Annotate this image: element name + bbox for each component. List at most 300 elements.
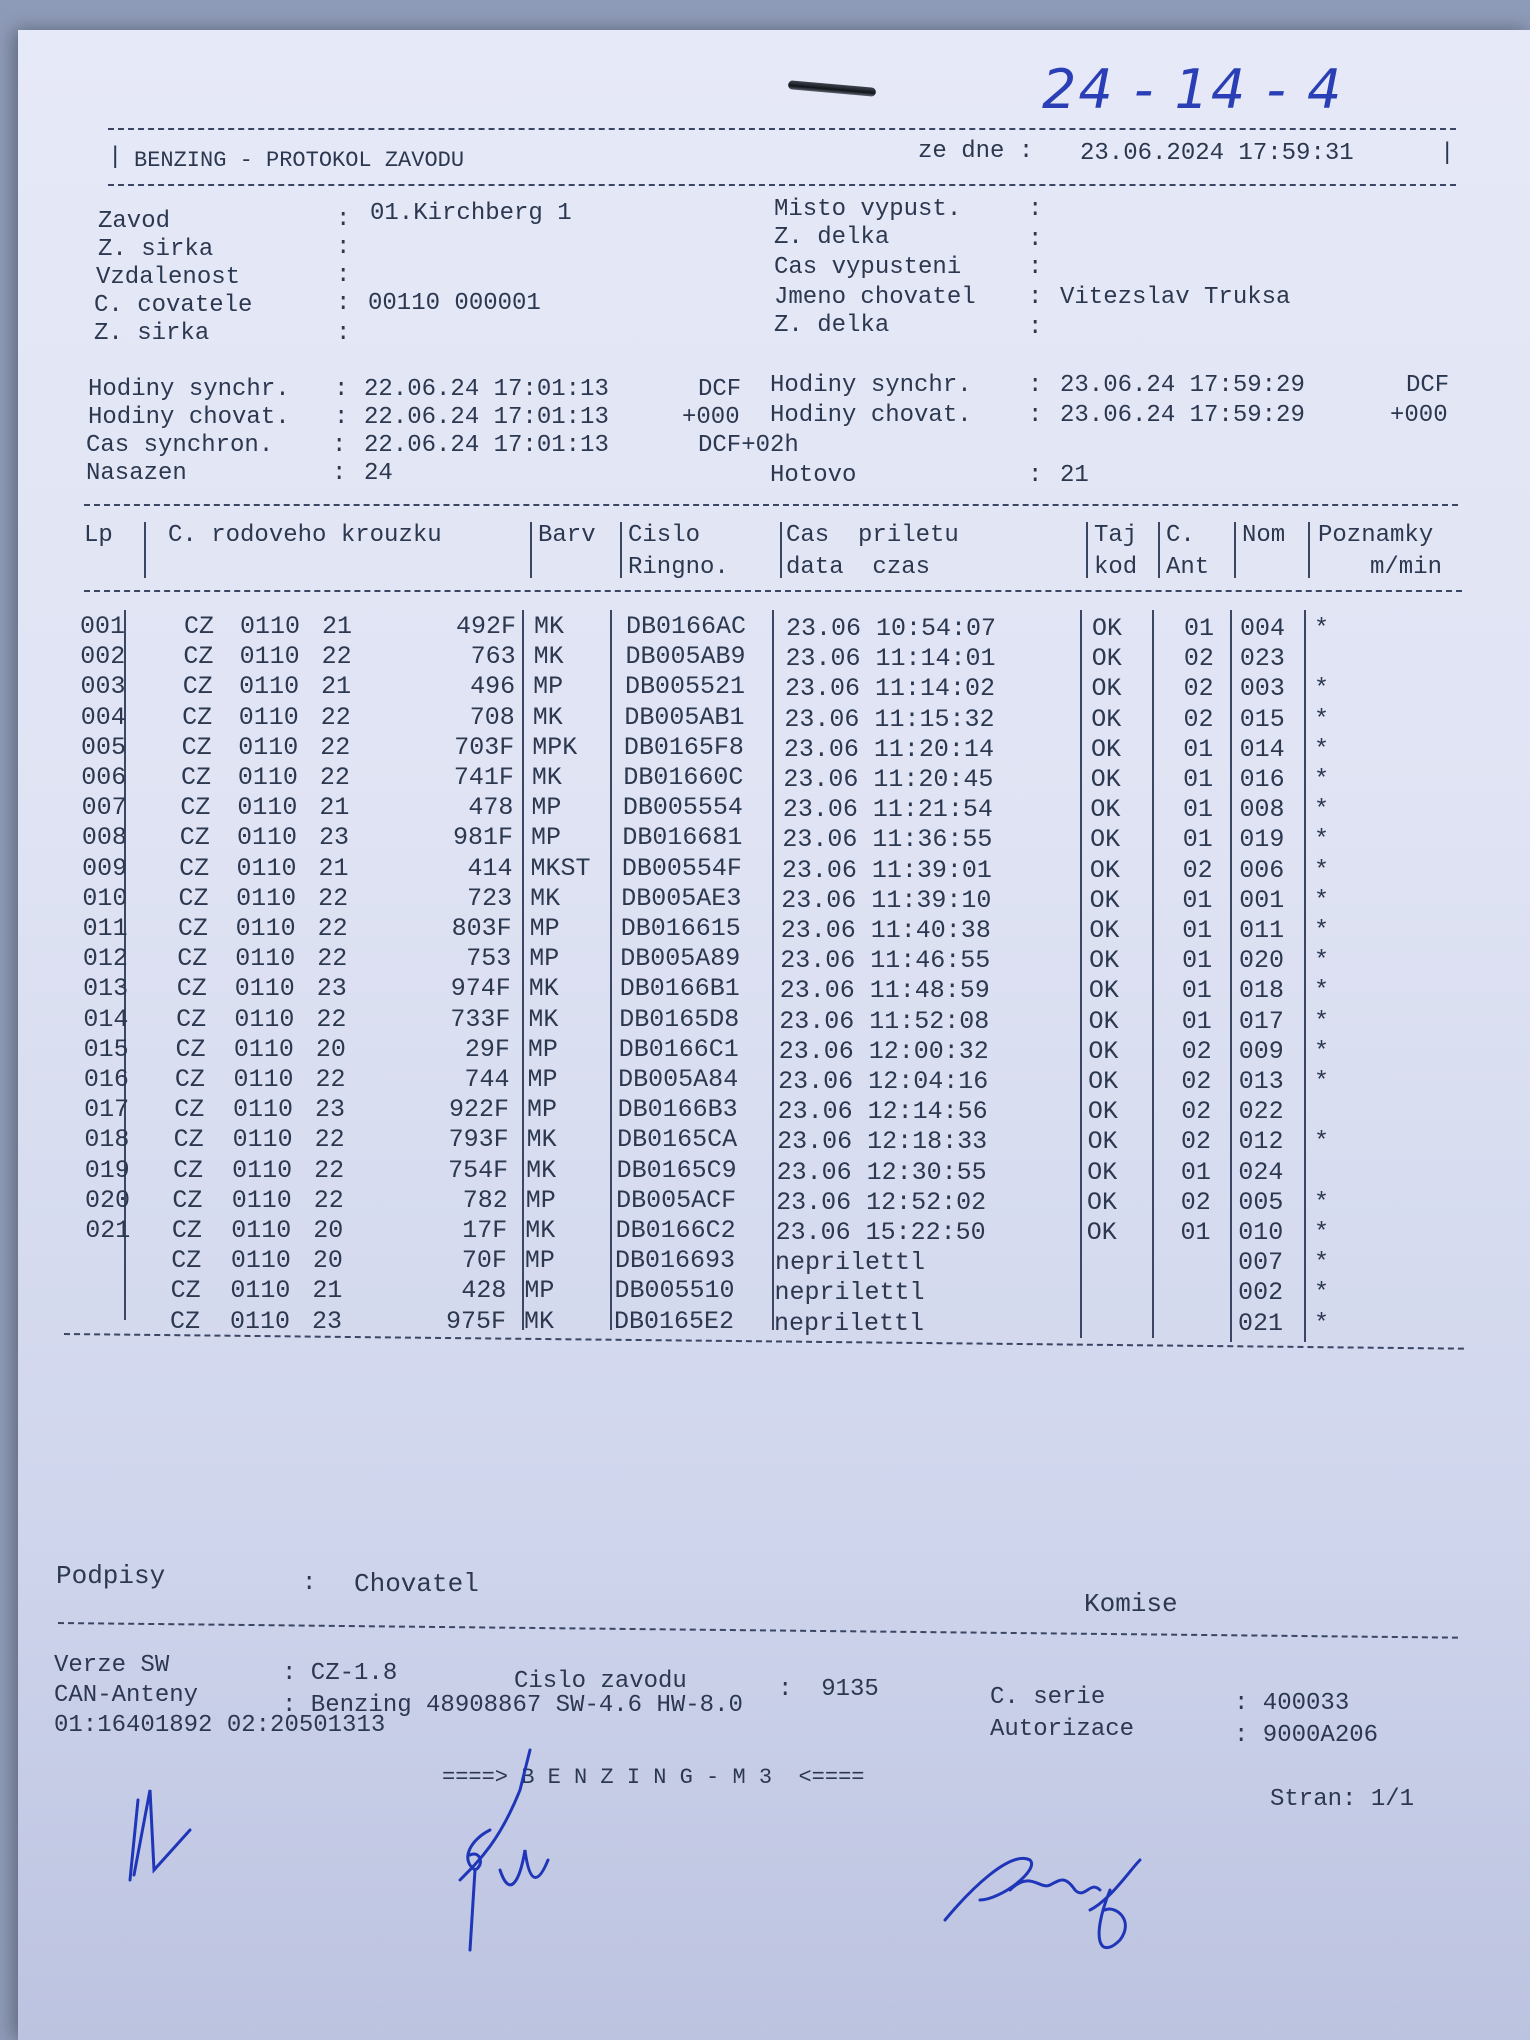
country-cell: CZ [174,1095,205,1125]
auth-label: Autorizace [990,1716,1135,1743]
nom-cell: 009 [1238,1036,1284,1066]
year-cell: 21 [312,1276,343,1306]
ringno-cell: DB005A89 [620,944,741,974]
done-label: Hotovo [770,462,857,489]
remarks-cell: * [1314,885,1330,915]
remarks-cell: * [1314,674,1330,704]
lp-cell: 017 [84,1095,130,1125]
antenna-cell: 02 [1182,855,1213,885]
sw-label: Verze SW [54,1652,170,1679]
color-cell: MK [524,1306,555,1336]
color-cell: MPK [532,732,578,762]
ring-number-cell: 974F [450,974,511,1004]
lp-cell: 020 [84,1185,130,1215]
year-cell: 22 [314,1155,345,1185]
club-cell: 0110 [232,1155,293,1185]
col-ring: C. rodoveho krouzku [168,522,442,549]
color-cell: MP [527,1034,558,1064]
ring-number-cell: 981F [452,823,513,853]
ring-number-cell: 29F [464,1034,510,1064]
clock-label: Hodiny synchr. [88,376,290,403]
lat-label-2: Z. sirka [94,320,210,347]
country-cell: CZ [170,1276,201,1306]
color-cell: MP [531,793,562,823]
header-pipe-left: | [108,144,123,171]
nom-cell: 019 [1239,825,1285,855]
arrival-time-cell: 23.06 11:20:14 [783,734,994,764]
club-cell: 0110 [239,672,300,702]
club-cell: 0110 [231,1185,292,1215]
ringno-cell: DB0166C2 [615,1216,736,1245]
lp-cell: 001 [80,612,126,641]
lp-cell: 005 [81,732,127,762]
secret-code-cell: OK [1086,1218,1117,1247]
clock-label: Cas synchron. [86,432,274,459]
remarks-cell: * [1314,1127,1330,1157]
secret-code-cell: OK [1089,885,1120,915]
remarks-cell: * [1314,704,1330,734]
color-cell: MK [530,883,561,913]
remarks-cell: * [1314,855,1330,885]
antenna-cell: 01 [1182,825,1213,855]
clock-suffix: +000 [1390,402,1448,429]
clock-value: 23.06.24 17:59:29 [1060,372,1305,399]
breeder-no-label: C. covatele [94,292,253,319]
antenna-cell: 02 [1183,674,1214,704]
country-cell: CZ [173,1155,204,1185]
color-cell: MP [527,1065,558,1094]
nom-cell: 012 [1238,1127,1284,1157]
country-cell: CZ [179,853,210,883]
year-cell: 23 [318,823,349,853]
nom-cell: 006 [1239,855,1285,885]
year-cell: 22 [313,1185,344,1215]
ring-number-cell: 723 [467,883,513,913]
remarks-cell: * [1314,765,1330,794]
handwritten-code: 24 - 14 - 4 [1042,58,1344,121]
color-cell: MP [533,672,564,702]
ringno-cell: DB00554F [621,853,742,883]
header-pipe-right: | [1440,140,1455,167]
ring-number-cell: 782 [462,1185,508,1215]
year-cell: 22 [320,732,351,762]
lp-cell: 008 [81,823,127,853]
ringno-cell: DB005A84 [618,1065,739,1094]
club-cell: 0110 [233,1095,294,1125]
nom-cell: 022 [1238,1097,1284,1127]
clock-value: 23.06.24 17:59:29 [1060,402,1305,429]
country-cell: CZ [182,672,213,702]
nom-cell: 013 [1238,1067,1284,1096]
separator [84,504,1458,506]
ringno-cell: DB0165F8 [623,732,744,762]
lp-cell: 012 [82,944,128,974]
remarks-cell: * [1314,946,1330,976]
country-cell: CZ [170,1306,201,1336]
secret-code-cell: OK [1087,1097,1118,1127]
arrival-time-cell: 23.06 11:40:38 [780,916,991,945]
lon-label-2: Z. delka [774,312,890,339]
arrival-time-cell: 23.06 11:14:01 [785,644,996,674]
year-cell: 21 [318,853,349,883]
arrival-time-cell: 23.06 12:14:56 [777,1097,988,1127]
club-cell: 0110 [236,853,297,883]
color-cell: MP [524,1276,555,1306]
ringno-cell: DB005ACF [616,1185,737,1215]
ringno-cell: DB0166C1 [618,1034,739,1064]
year-cell: 22 [314,1125,345,1155]
secret-code-cell: OK [1091,674,1122,704]
clock-value: 22.06.24 17:01:13 [364,432,609,459]
ring-number-cell: 754F [448,1155,509,1185]
distance-label: Vzdalenost [96,264,241,291]
country-cell: CZ [180,793,211,823]
arrival-time-cell: 23.06 11:52:08 [779,1006,990,1036]
country-cell: CZ [171,1216,202,1245]
arrival-time-cell: 23.06 11:39:01 [781,855,992,885]
lp-cell: 004 [80,702,126,732]
lp-cell: 011 [82,914,128,943]
antenna-cell: 01 [1183,734,1214,764]
lp-cell: 015 [83,1034,129,1064]
page-number: Stran: 1/1 [1270,1786,1415,1813]
breeder-signature [430,1730,560,1960]
club-cell: 0110 [235,944,296,974]
entered-label: Nasazen [86,460,187,487]
arrival-time-cell: 23.06 11:46:55 [780,946,991,976]
country-cell: CZ [181,732,212,762]
year-cell: 23 [312,1306,343,1336]
antenna-cell: 01 [1182,916,1213,945]
year-cell: 23 [315,1095,346,1125]
country-cell: CZ [183,642,214,672]
ringno-cell: DB005AB9 [625,642,746,672]
clock-value: 22.06.24 17:01:13 [364,404,609,431]
color-cell: MK [526,1155,557,1185]
country-cell: CZ [174,1065,205,1094]
antenna-ids: 01:16401892 02:20501313 [54,1712,386,1739]
ring-number-cell: 492F [455,612,516,641]
ringno-cell: DB0165C9 [616,1155,737,1185]
col-ringno-2: Ringno. [628,554,729,581]
lp-cell: 021 [85,1216,131,1245]
clock-suffix: DCF [1406,372,1450,399]
col-taj-2: kod [1094,554,1138,581]
secret-code-cell: OK [1088,1067,1119,1096]
club-cell: 0110 [230,1246,291,1276]
club-cell: 0110 [232,1125,293,1155]
remarks-cell: * [1314,614,1330,643]
lp-cell: 019 [84,1155,130,1185]
nom-cell: 005 [1238,1187,1284,1217]
antenna-cell: 02 [1181,1067,1212,1096]
nom-cell: 014 [1239,734,1285,764]
antenna-cell: 02 [1183,644,1214,674]
ring-number-cell: 803F [451,914,512,943]
remarks-cell: * [1314,1278,1330,1308]
country-cell: CZ [176,974,207,1004]
country-cell: CZ [184,612,215,641]
ring-number-cell: 703F [454,732,515,762]
serial-value: : 400033 [1234,1690,1350,1717]
ringno-cell: DB005AE3 [621,883,742,913]
arrival-time-cell: 23.06 12:52:02 [776,1187,987,1217]
remarks-cell: * [1314,734,1330,764]
country-cell: CZ [176,1004,207,1034]
ring-number-cell: 478 [468,793,514,823]
nom-cell: 017 [1238,1006,1284,1036]
color-cell: MK [525,1216,556,1245]
club-cell: 0110 [237,763,298,792]
arrival-time-cell: 23.06 11:48:59 [779,976,990,1006]
secret-code-cell: OK [1089,855,1120,885]
year-cell: 21 [322,612,353,641]
ring-number-cell: 975F [445,1306,506,1336]
arrival-time-cell: 23.06 11:15:32 [784,704,995,734]
club-cell: 0110 [236,883,297,913]
color-cell: MP [524,1246,555,1276]
commission-signature [940,1830,1150,1960]
antenna-cell: 02 [1181,1127,1212,1157]
lp-cell: 009 [82,853,128,883]
ringno-cell: DB0165CA [617,1125,738,1155]
breeder-number: 00110 000001 [368,290,541,317]
signatures-label: Podpisy [56,1561,166,1591]
ringno-cell: DB005554 [622,793,743,823]
separator [108,184,1456,186]
nom-cell: 011 [1239,916,1285,945]
ringno-cell: DB005521 [624,672,745,702]
club-cell: 0110 [231,1216,292,1245]
race-number: : 9135 [778,1676,879,1703]
arrival-time-cell: 23.06 11:20:45 [783,765,994,794]
arrival-time-cell: 23.06 12:04:16 [778,1067,989,1096]
lp-cell: 002 [80,642,126,672]
auth-value: : 9000A206 [1234,1722,1379,1749]
race-number-label: Cislo zavodu [514,1668,687,1695]
signature-mark-left [110,1780,210,1890]
color-cell: MK [534,612,565,641]
country-cell: CZ [173,1125,204,1155]
secret-code-cell: OK [1092,614,1123,643]
lp-cell: 016 [83,1065,129,1094]
antenna-cell: 02 [1181,1036,1212,1066]
secret-code-cell: OK [1091,704,1122,734]
remarks-cell: * [1314,795,1330,825]
secret-code-cell: OK [1087,1127,1118,1157]
nom-cell: 003 [1239,674,1285,704]
year-cell: 20 [315,1034,346,1064]
col-remarks-2: m/min [1370,554,1443,581]
col-time-2: data czas [786,554,931,581]
nom-cell: 007 [1238,1248,1284,1278]
arrival-time-cell: neprilettl [774,1308,925,1338]
col-time: Cas priletu [786,522,959,549]
report-title: BENZING - PROTOKOL ZAVODU [134,148,465,173]
nom-cell: 024 [1238,1157,1284,1187]
secret-code-cell: OK [1091,644,1122,674]
ring-number-cell: 70F [461,1246,507,1276]
color-cell: MK [533,642,564,672]
nom-cell: 018 [1238,976,1284,1006]
ringno-cell: DB0165E2 [614,1306,735,1336]
lp-cell: 003 [80,672,126,702]
year-cell: 20 [312,1246,343,1276]
breeder-signature-label: Chovatel [354,1569,479,1599]
antenna-cell: 01 [1180,1218,1211,1247]
col-lp: Lp [84,522,113,549]
ring-number-cell: 733F [450,1004,511,1034]
club-cell: 0110 [230,1306,291,1336]
ring-number-cell: 17F [462,1216,508,1245]
secret-code-cell: OK [1088,976,1119,1006]
remarks-cell: * [1314,916,1330,945]
antenna-cell: 01 [1180,1157,1211,1187]
lp-cell: 006 [81,763,127,792]
arrival-time-cell: 23.06 11:14:02 [784,674,995,704]
color-cell: MP [527,1095,558,1125]
antenna-cell: 01 [1184,614,1215,643]
ring-number-cell: 744 [464,1065,510,1094]
race-name: 01.Kirchberg 1 [370,200,572,227]
secret-code-cell: OK [1087,1187,1118,1217]
race-label: Zavod [98,208,171,235]
club-cell: 0110 [238,732,299,762]
antenna-cell: 01 [1182,946,1213,976]
sw-value: : CZ-1.8 [282,1660,398,1687]
color-cell: MK [528,1004,559,1034]
country-cell: CZ [175,1034,206,1064]
arrival-time-cell: 23.06 12:30:55 [776,1157,987,1187]
arrival-time-cell: 23.06 11:36:55 [782,825,993,855]
device-banner: ====> B E N Z I N G - M 3 <==== [442,1765,865,1790]
color-cell: MP [525,1185,556,1215]
club-cell: 0110 [240,612,301,641]
clock-value: 22.06.24 17:01:13 [364,376,609,403]
secret-code-cell: OK [1088,1036,1119,1066]
secret-code-cell: OK [1087,1157,1118,1187]
nom-cell: 020 [1239,946,1285,976]
release-time-label: Cas vypusteni [774,254,962,281]
color-cell: MK [531,763,562,792]
remarks-cell: * [1314,1218,1330,1247]
arrival-time-cell: 23.06 11:39:10 [781,885,992,915]
ring-number-cell: 708 [469,702,515,732]
year-cell: 22 [320,702,351,732]
ring-number-cell: 428 [461,1276,507,1306]
secret-code-cell: OK [1088,1006,1119,1036]
clock-label: Hodiny chovat. [770,402,972,429]
year-cell: 22 [315,1065,346,1094]
country-cell: CZ [179,823,210,853]
remarks-cell: * [1314,825,1330,855]
club-cell: 0110 [237,793,298,823]
year-cell: 22 [317,944,348,974]
ringno-cell: DB0166AC [626,612,747,641]
ring-number-cell: 922F [449,1095,510,1125]
nom-cell: 021 [1238,1308,1284,1338]
secret-code-cell: OK [1089,946,1120,976]
col-ant-2: Ant [1166,554,1210,581]
year-cell: 21 [321,672,352,702]
nom-cell: 015 [1239,704,1285,734]
ringno-cell: DB0166B3 [617,1095,738,1125]
arrival-time-cell: neprilettl [775,1248,926,1278]
nom-cell: 016 [1239,765,1285,794]
club-cell: 0110 [233,1065,294,1094]
arrival-time-cell: 23.06 11:21:54 [782,795,993,825]
lp-cell: 007 [81,793,127,823]
lp-cell: 018 [84,1125,130,1155]
commission-signature-label: Komise [1084,1589,1178,1619]
secret-code-cell: OK [1089,916,1120,945]
year-cell: 22 [316,1004,347,1034]
lp-cell: 013 [83,974,129,1004]
antenna-cell: 02 [1181,1097,1212,1127]
club-cell: 0110 [239,642,300,672]
remarks-cell: * [1314,1248,1330,1278]
club-cell: 0110 [234,1004,295,1034]
antenna-cell: 01 [1181,1006,1212,1036]
arrival-time-cell: 23.06 15:22:50 [775,1218,986,1247]
lp-cell: 014 [83,1004,129,1034]
entered-value: 24 [364,460,393,487]
lon-label: Z. delka [774,224,890,251]
color-cell: MP [530,823,561,853]
ring-number-cell: 741F [453,763,514,792]
club-cell: 0110 [236,823,297,853]
col-barv: Barv [538,522,596,549]
ringno-cell: DB005510 [614,1276,735,1306]
ringno-cell: DB0165D8 [619,1004,740,1034]
clock-suffix: DCF [698,376,742,403]
year-cell: 20 [313,1216,344,1245]
antenna-cell: 01 [1183,765,1214,794]
can-label: CAN-Anteny [54,1682,199,1709]
antenna-cell: 02 [1183,704,1214,734]
nom-cell: 004 [1240,614,1286,643]
country-cell: CZ [180,763,211,792]
color-cell: MP [529,944,560,974]
antenna-cell: 02 [1180,1187,1211,1217]
country-cell: CZ [178,883,209,913]
club-cell: 0110 [235,914,296,943]
nom-cell: 001 [1239,885,1285,915]
remarks-cell: * [1314,1067,1330,1096]
can-value: : Benzing 48908867 SW-4.6 HW-8.0 [282,1692,743,1719]
separator [84,590,1462,592]
color-cell: MK [526,1125,557,1155]
serial-label: C. serie [990,1684,1106,1711]
color-cell: MP [529,914,560,943]
antenna-cell: 01 [1182,885,1213,915]
col-remarks: Poznamky [1318,522,1434,549]
clock-suffix: +000 [682,404,740,431]
secret-code-cell: OK [1090,825,1121,855]
ringno-cell: DB016615 [620,914,741,943]
date-label: ze dne : [918,138,1034,165]
remarks-cell: * [1314,1187,1330,1217]
col-ringno: Cislo [628,522,701,549]
remarks-cell: * [1314,1006,1330,1036]
country-cell: CZ [177,944,208,974]
release-place-label: Misto vypust. [774,196,962,223]
country-cell: CZ [171,1246,202,1276]
ring-number-cell: 496 [470,672,516,702]
report-date: 23.06.2024 17:59:31 [1080,140,1354,167]
year-cell: 22 [317,914,348,943]
done-value: 21 [1060,462,1089,489]
